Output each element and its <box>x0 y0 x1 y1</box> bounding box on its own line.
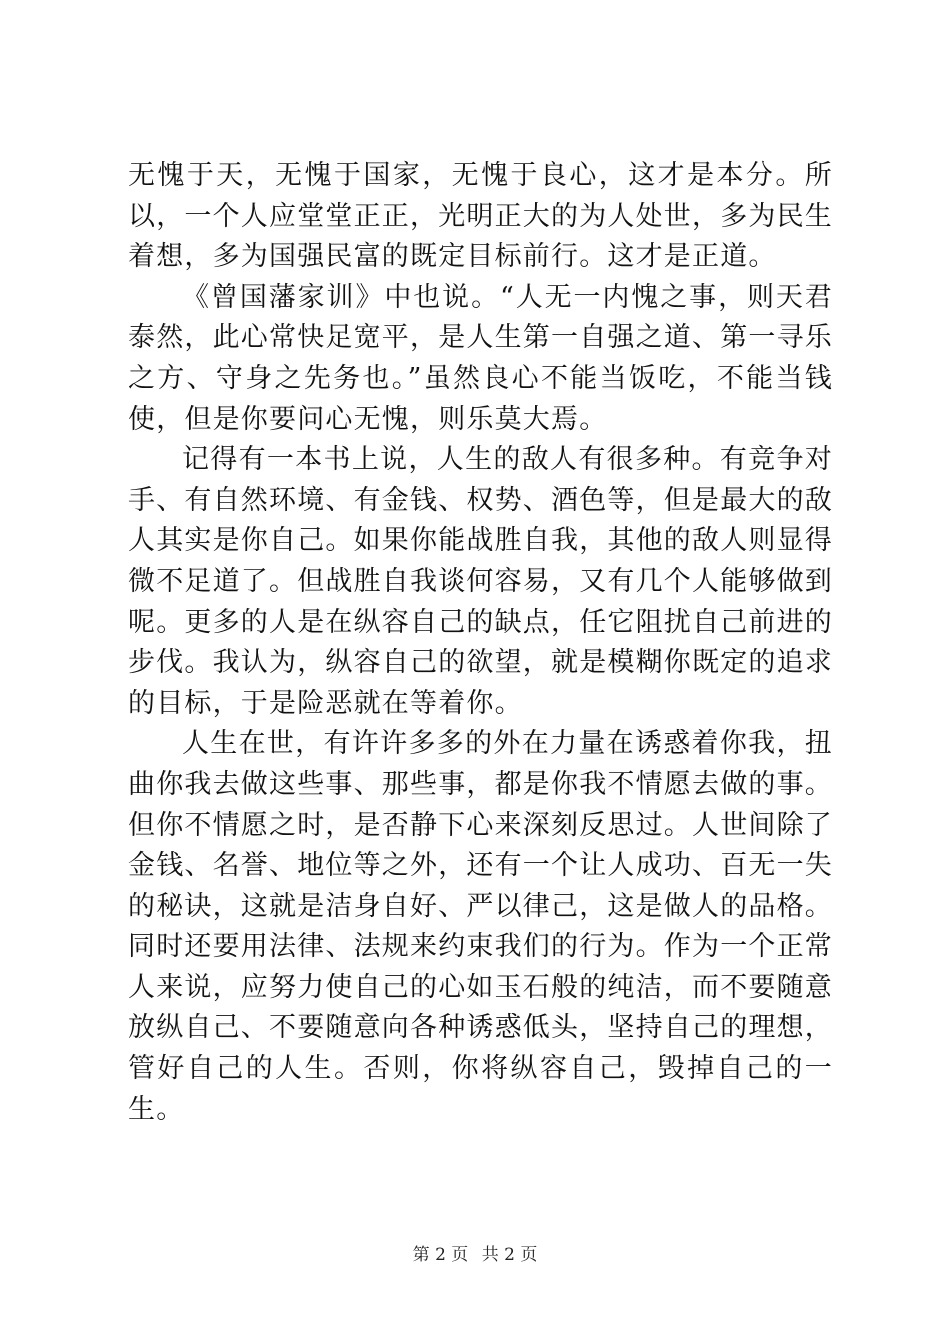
page-total: 共 2 页 <box>481 1245 538 1265</box>
paragraph-4: 人生在世，有许许多多的外在力量在诱惑着你我，扭曲你我去做这些事、那些事，都是你我不情愿去做的事。但你不情愿之时，是否静下心来深刻反思过。人世间除了金钱、名誉、地位等之外，还有一个让人成功、百无一失的秘诀，这就是洁身自好、严以律己，这是做人的品格。同时还要用法律、法规来约束我们的行为。作为一个正常人来说，应努力使自己的心如玉石般的纯洁，而不要随意放纵自己、不要随意向各种诱惑低头，坚持自己的理想，管好自己的人生。否则，你将纵容自己，毁掉自己的一生。 <box>128 728 833 1125</box>
paragraph-1: 无愧于天，无愧于国家，无愧于良心，这才是本分。所以，一个人应堂堂正正，光明正大的为人处世，多为民生着想，多为国强民富的既定目标前行。这才是正道。 <box>128 160 833 273</box>
paragraph-2: 《曾国藩家训》中也说。“人无一内愧之事，则天君泰然，此心常快足宽平，是人生第一自强之道、第一寻乐之方、守身之先务也。”虽然良心不能当饭吃，不能当钱使，但是你要问心无愧，则乐莫大焉。 <box>128 281 833 435</box>
page-number: 第 2 页 <box>412 1245 469 1265</box>
page-footer <box>0 1244 950 1266</box>
paragraph-3: 记得有一本书上说，人生的敌人有很多种。有竞争对手、有自然环境、有金钱、权势、酒色等，但是最大的敌人其实是你自己。如果你能战胜自我，其他的敌人则显得微不足道了。但战胜自我谈何容易，又有几个人能够做到呢。更多的人是在纵容自己的缺点，任它阻扰自己前进的步伐。我认为，纵容自己的欲望，就是模糊你既定的追求的目标，于是险恶就在等着你。 <box>128 444 833 719</box>
document-body <box>128 156 833 1130</box>
